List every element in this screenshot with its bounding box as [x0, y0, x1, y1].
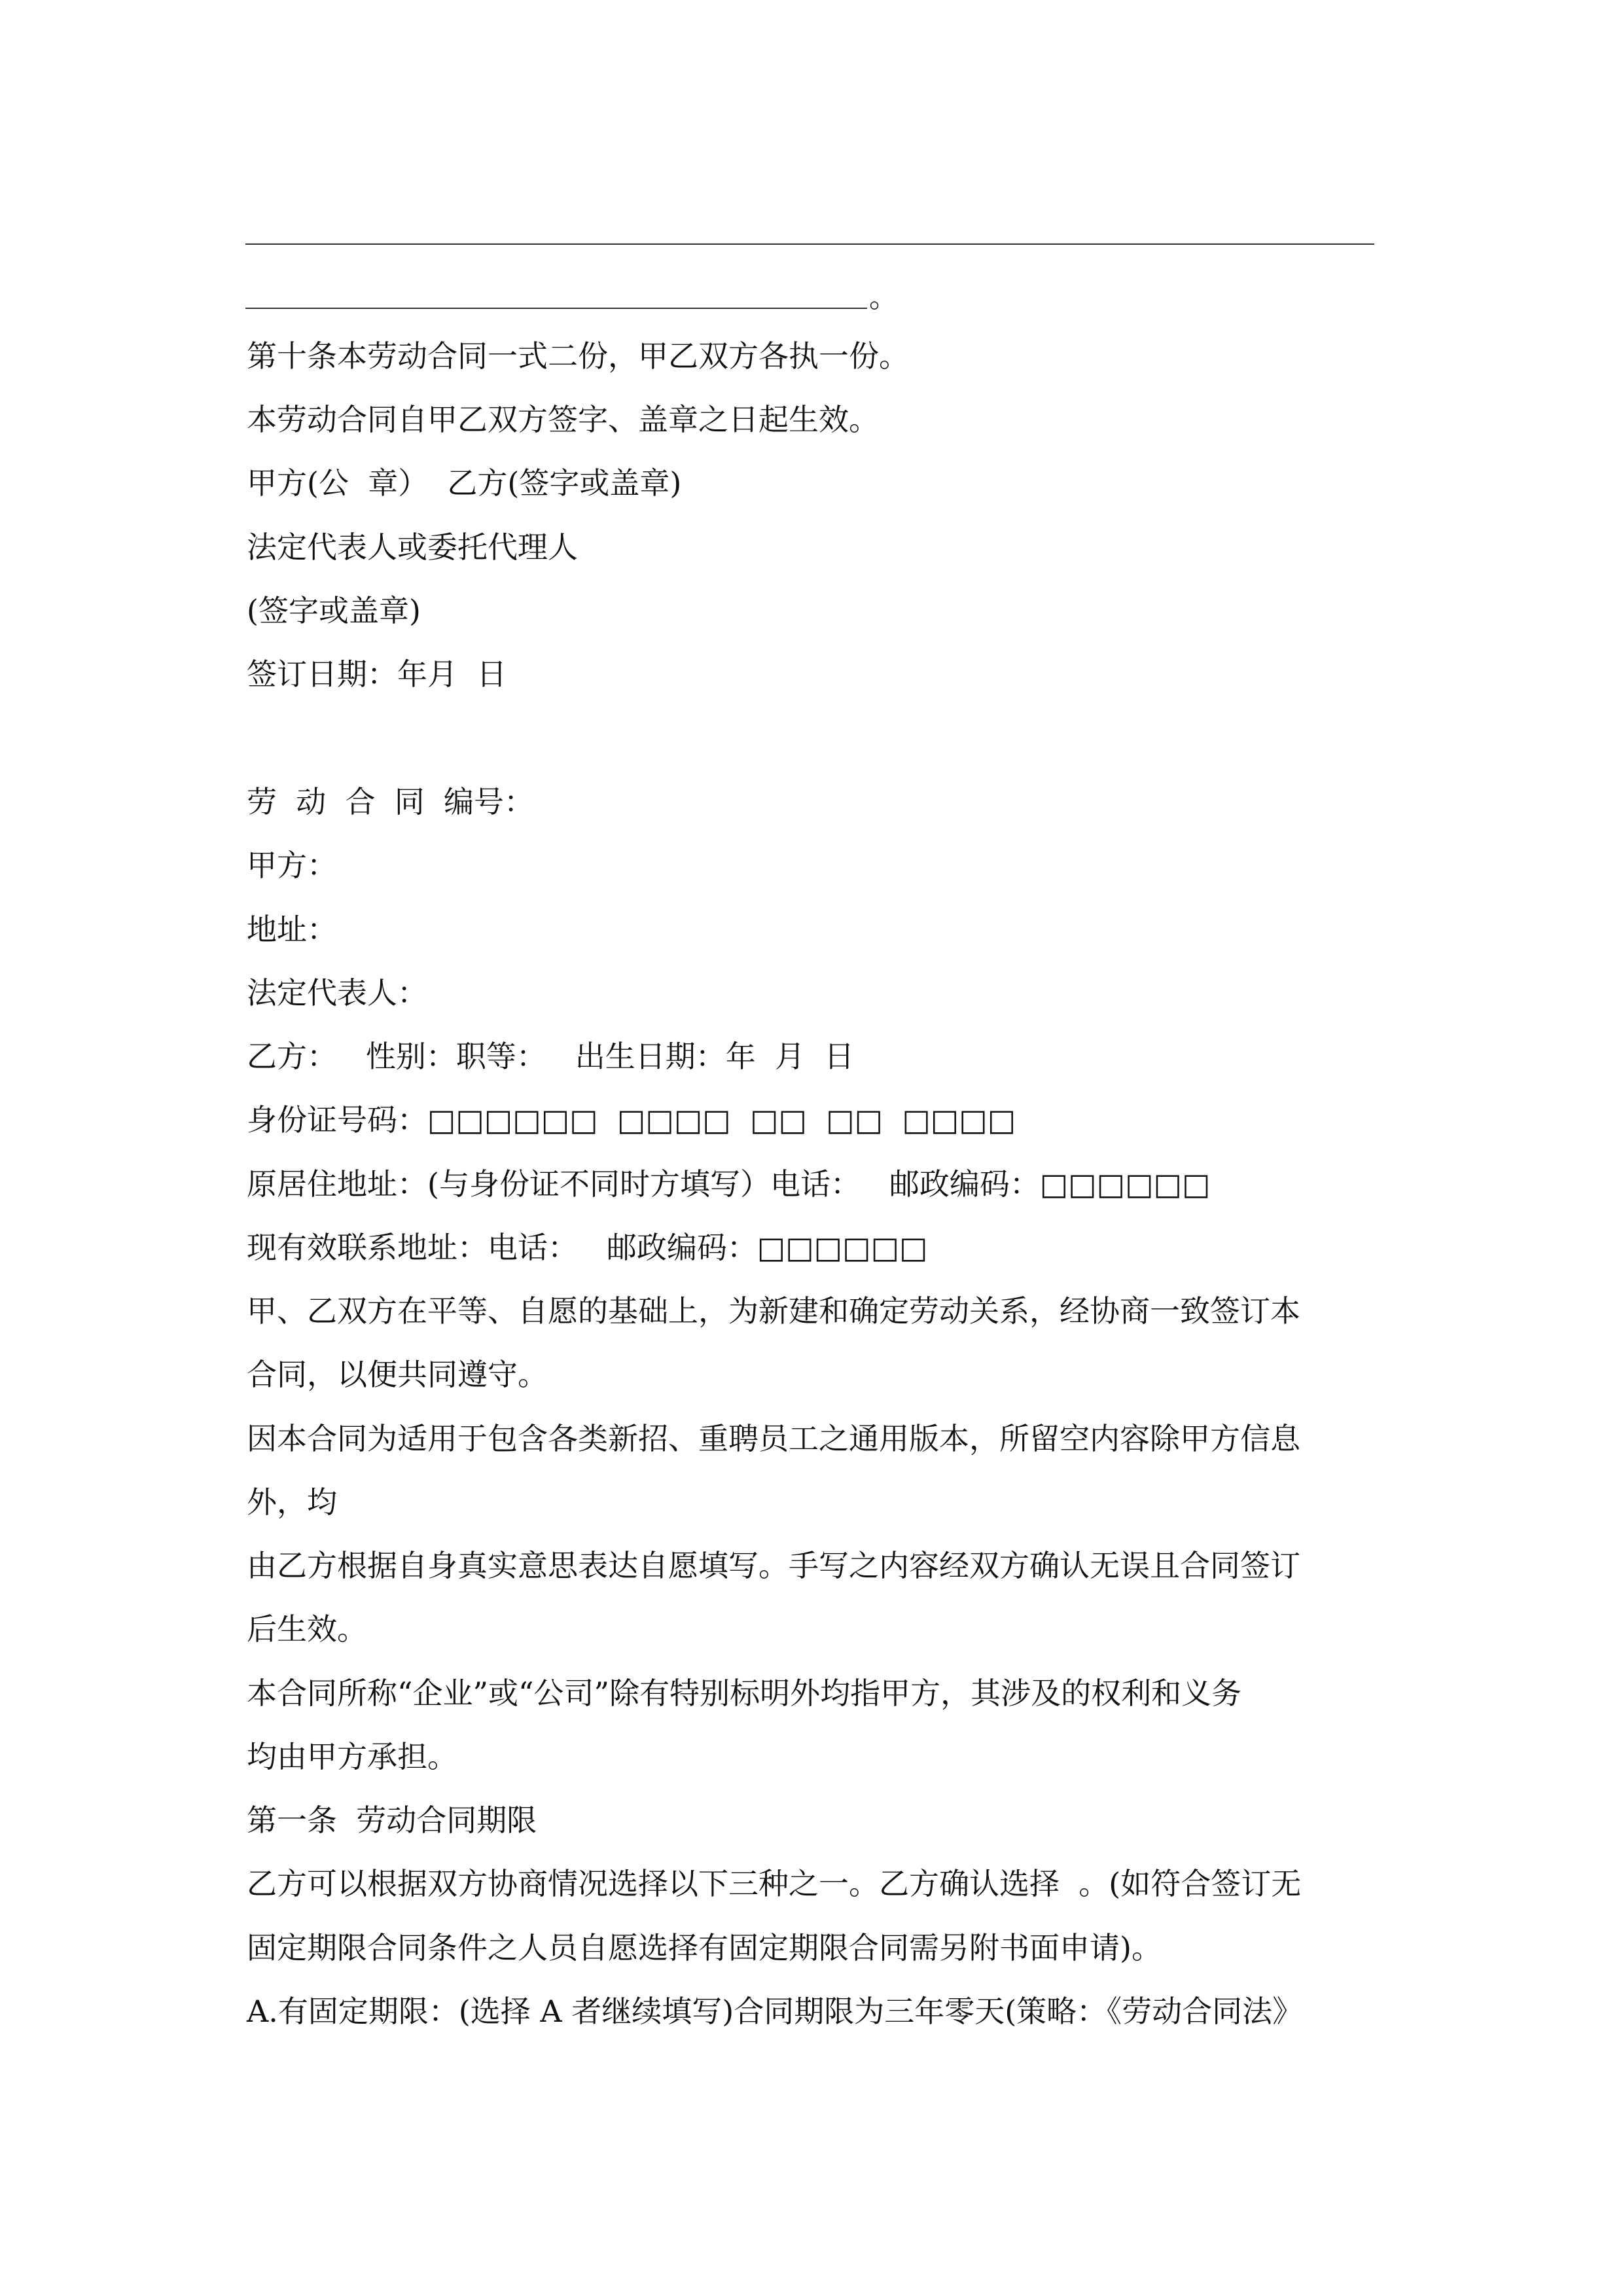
legal-rep-field: 法定代表人：	[247, 975, 427, 1011]
contract-title-number: 劳 动 合 同 编号：	[247, 784, 534, 819]
blank-fill-line	[245, 308, 867, 309]
paragraph-line: 因本合同为适用于包含各类新招、重聘员工之通用版本，所留空内容除甲方信息	[247, 1421, 1300, 1456]
signing-date: 签订日期：年月 日	[247, 656, 507, 692]
closing-period: 。	[869, 281, 898, 314]
paragraph-line: 甲、乙双方在平等、自愿的基础上，为新建和确定劳动关系，经协商一致签订本	[247, 1293, 1300, 1329]
clause-10-copies: 第十条本劳动合同一式二份，甲乙双方各执一份。	[247, 338, 909, 374]
paragraph-line: 均由甲方承担。	[247, 1739, 457, 1774]
original-address-field: 原居住地址：(与身份证不同时方填写）电话： 邮政编码：□□□□□□	[247, 1166, 1211, 1202]
id-number-field: 身份证号码：□□□□□□ □□□□ □□ □□ □□□□	[247, 1102, 1016, 1138]
party-b-fields: 乙方： 性别：职等： 出生日期：年 月 日	[247, 1039, 855, 1074]
legal-representative: 法定代表人或委托代理人	[247, 529, 578, 565]
paragraph-line: 后生效。	[247, 1611, 367, 1647]
blank-fill-line	[245, 243, 1374, 245]
paragraph-line: 外，均	[247, 1484, 337, 1520]
effective-clause: 本劳动合同自甲乙双方签字、盖章之日起生效。	[247, 402, 879, 437]
paragraph-line: 固定期限合同条件之人员自愿选择有固定期限合同需另附书面申请)。	[247, 1930, 1162, 1965]
paragraph-line: 合同，以便共同遵守。	[247, 1357, 548, 1392]
paragraph-line: 由乙方根据自身真实意思表达自愿填写。手写之内容经双方确认无误且合同签订	[247, 1548, 1300, 1583]
option-a-line: A.有固定期限：(选择 A 者继续填写)合同期限为三年零天(策略：《劳动合同法》	[247, 1994, 1303, 2029]
party-a-field: 甲方：	[247, 848, 337, 883]
paragraph-line: 本合同所称“企业”或“公司”除有特别标明外均指甲方，其涉及的权利和义务	[247, 1676, 1242, 1711]
clause-1-heading: 第一条 劳动合同期限	[247, 1803, 537, 1838]
signature-parties: 甲方(公 章） 乙方(签字或盖章)	[247, 465, 682, 501]
paragraph-line: 乙方可以根据双方协商情况选择以下三种之一。乙方确认选择 。(如符合签订无	[247, 1866, 1302, 1901]
sign-or-seal: (签字或盖章)	[247, 593, 421, 628]
current-address-field: 现有效联系地址：电话： 邮政编码：□□□□□□	[247, 1230, 928, 1265]
address-field: 地址：	[247, 912, 337, 947]
